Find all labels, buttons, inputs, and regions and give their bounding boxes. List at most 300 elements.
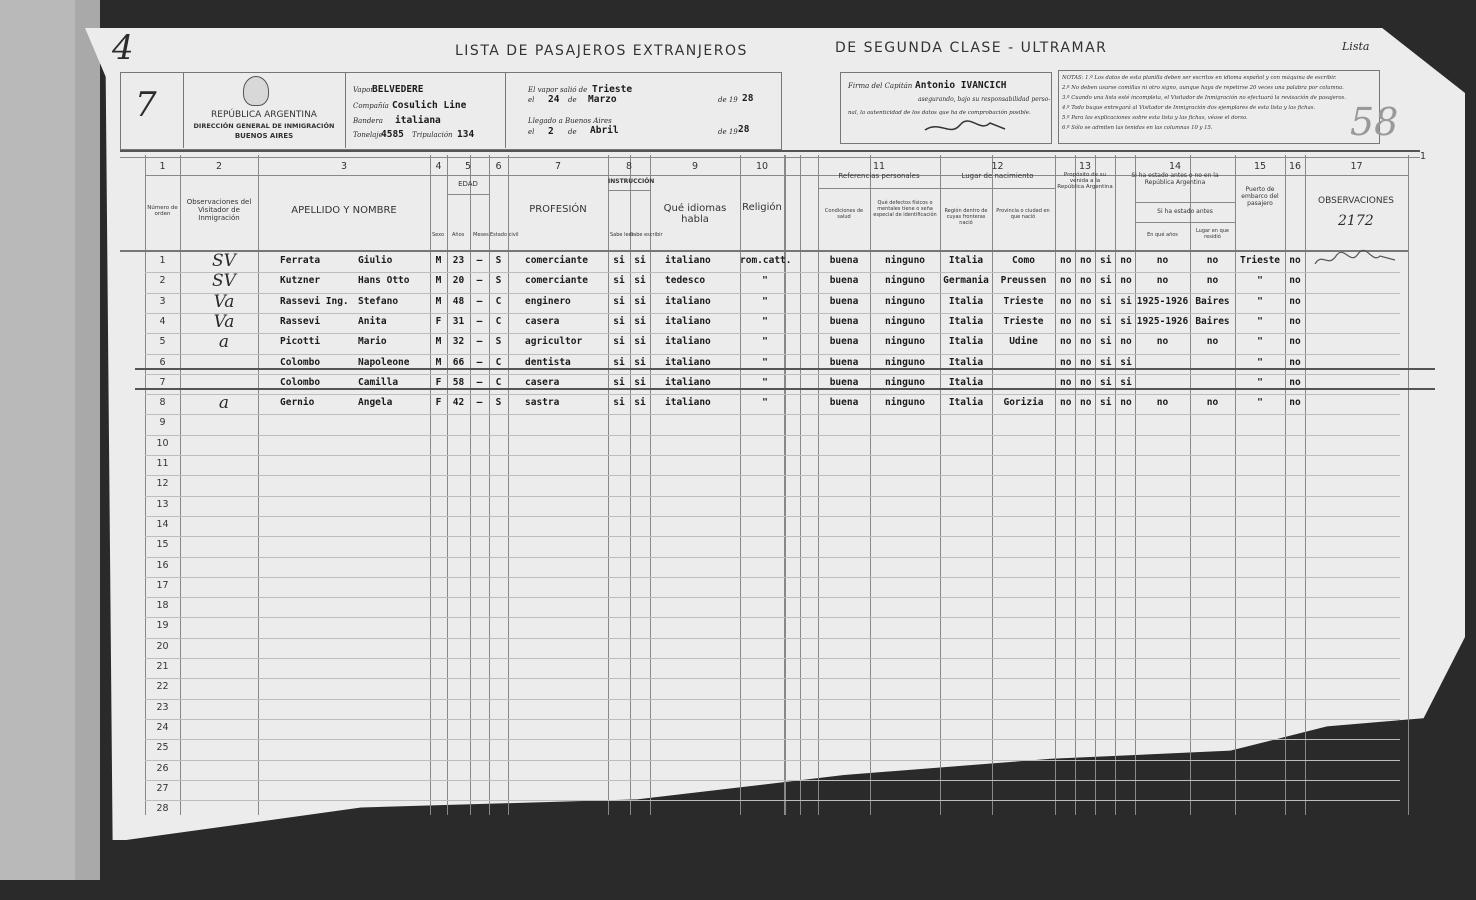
cell-p3: si: [1100, 255, 1112, 266]
cell-religion: ": [762, 397, 768, 409]
cell-p1: no: [1060, 376, 1072, 388]
cell-p3: si: [1100, 275, 1112, 287]
cell-lugar: Baires: [1195, 295, 1230, 307]
salio-value: Trieste: [592, 84, 633, 95]
cell-salud: buena: [829, 376, 859, 388]
cell-sexo: M: [435, 255, 442, 266]
col-num: 5: [464, 161, 472, 172]
cell-apellido: Colombo: [280, 356, 321, 368]
cell-anos: no: [1156, 397, 1169, 409]
ciudad-label: BUENOS AIRES: [234, 132, 294, 140]
cell-apellido: Rassevi Ing.: [280, 295, 349, 307]
cell-p3: si: [1100, 315, 1112, 327]
cell-anos: 1925-1926: [1136, 315, 1189, 327]
cell-region: Italia: [948, 376, 984, 388]
cell-estado: C: [495, 376, 502, 388]
obs-number: 2172: [1338, 213, 1374, 229]
table-row: [145, 293, 1400, 294]
cell-puerto: ": [1257, 376, 1263, 388]
hdr-meses: Meses: [473, 232, 489, 238]
cell-c16: no: [1289, 275, 1301, 287]
cell-p3: si: [1100, 295, 1112, 307]
vapor-label: Vapor: [353, 86, 374, 94]
cell-escribir: si: [634, 295, 646, 307]
cell-lugar: no: [1206, 336, 1219, 348]
cell-puerto: ": [1257, 315, 1263, 327]
cell-religion: ": [762, 336, 768, 348]
strike-line: [135, 368, 1435, 370]
hdr-instruccion: INSTRUCCIÓN: [608, 178, 655, 185]
table-row: [145, 354, 1400, 355]
anio-label: de 19: [718, 96, 738, 104]
cell-escribir: si: [634, 275, 646, 287]
cell-leer: si: [613, 356, 625, 368]
cell-meses: –: [476, 336, 483, 348]
table-row: [145, 496, 1400, 497]
cell-p3: si: [1100, 376, 1112, 388]
cell-region: Italia: [948, 397, 984, 409]
compania-value: Cosulich Line: [392, 100, 467, 111]
cell-nombre: Hans Otto: [358, 275, 410, 287]
cell-edad: 23: [452, 255, 465, 266]
cell-region: Italia: [948, 295, 984, 307]
cell-p1: no: [1060, 356, 1072, 368]
cell-nombre: Giulio: [358, 255, 393, 266]
llegado-dia: 2: [548, 126, 554, 137]
cell-p2: no: [1080, 356, 1092, 368]
llegado-label: Llegado a Buenos Aires: [528, 117, 612, 125]
tripulacion-label: Tripulación: [412, 131, 453, 139]
cell-lugar: no: [1206, 397, 1219, 409]
cell-nombre: Napoleone: [358, 356, 410, 368]
cell-leer: si: [613, 397, 625, 409]
hdr-edad: EDAD: [458, 180, 478, 188]
cell-profesion: comerciante: [525, 275, 588, 287]
row-number: 11: [156, 458, 169, 469]
hdr-leer: Sabe leer: [610, 232, 634, 238]
table-row: [145, 617, 1400, 618]
cell-estado: C: [495, 356, 502, 368]
col-num: 7: [554, 161, 562, 172]
cell-idioma: italiano: [665, 397, 711, 409]
row-number: 24: [156, 721, 169, 733]
captain-text1: asegurando, bajo su responsabilidad perso-: [918, 96, 1051, 103]
hdr-observaciones: OBSERVACIONES: [1318, 196, 1394, 206]
cell-estado: S: [495, 255, 502, 266]
hdr-religion: Religión: [742, 202, 782, 213]
hdr-estado-antes: Si ha estado antes o no en la República Argentina: [1131, 172, 1219, 186]
cell-apellido: Gernio: [280, 397, 315, 409]
cell-n: 2: [159, 275, 166, 287]
cell-estado_antes: si: [1120, 376, 1132, 388]
cell-idioma: italiano: [665, 356, 711, 368]
title-right: DE SEGUNDA CLASE - ULTRAMAR: [835, 40, 1108, 56]
cell-meses: –: [476, 315, 483, 327]
cell-escribir: si: [634, 397, 646, 409]
cell-escribir: si: [634, 356, 646, 368]
cell-estado: S: [495, 275, 502, 287]
hdr-numero: Número de orden: [147, 205, 178, 217]
cell-idioma: italiano: [665, 255, 711, 266]
cell-p1: no: [1060, 336, 1072, 348]
cell-estado: S: [495, 336, 502, 348]
llegado-anio: 28: [738, 124, 750, 135]
col-num: 15: [1253, 161, 1267, 172]
table-row: [145, 638, 1400, 639]
cell-estado_antes: si: [1120, 295, 1132, 307]
cell-puerto: ": [1257, 295, 1263, 307]
cell-leer: si: [613, 275, 625, 287]
cell-p2: no: [1080, 255, 1092, 266]
republica-label: REPÚBLICA ARGENTINA: [211, 110, 317, 120]
table-row: [145, 739, 1400, 740]
cell-edad: 42: [452, 397, 465, 409]
row-number: 23: [156, 701, 169, 713]
cell-p2: no: [1080, 315, 1092, 327]
row-number: 20: [156, 640, 169, 652]
cell-salud: buena: [829, 336, 859, 348]
note-line: 5.º Para las explicaciones sobre esta lista y las fichas, véase el dorso.: [1062, 115, 1248, 121]
col-num: 11: [872, 161, 886, 172]
title-left: LISTA DE PASAJEROS EXTRANJEROS: [455, 43, 748, 59]
col-num: 4: [435, 161, 442, 172]
cell-p3: si: [1100, 356, 1112, 368]
cell-religion: ": [762, 275, 768, 287]
firma-label: Firma del Capitán: [848, 82, 913, 90]
cell-ciudad: Como: [1012, 255, 1035, 266]
cell-ciudad: Gorizia: [1003, 397, 1044, 409]
cell-p2: no: [1080, 336, 1092, 348]
table-row: [145, 516, 1400, 517]
cell-anos: 1925-1926: [1136, 295, 1189, 307]
cell-p1: no: [1060, 397, 1072, 409]
row-number: 25: [156, 742, 169, 754]
cell-meses: –: [476, 295, 483, 307]
cell-mark: Va: [213, 291, 235, 312]
cell-lugar: no: [1206, 255, 1219, 266]
cell-mark: SV: [212, 251, 236, 271]
cell-profesion: dentista: [525, 356, 571, 368]
cell-profesion: casera: [525, 376, 560, 388]
cell-c16: no: [1289, 336, 1301, 348]
row-number: 27: [156, 782, 169, 794]
cell-p1: no: [1060, 275, 1072, 287]
cell-region: Italia: [948, 336, 984, 348]
cell-leer: si: [613, 315, 625, 327]
table-row: [145, 557, 1400, 558]
hdr-apellido: APELLIDO Y NOMBRE: [291, 205, 397, 216]
cell-mark: a: [218, 332, 230, 353]
cell-leer: si: [613, 376, 625, 388]
cell-religion: ": [762, 295, 768, 307]
cell-apellido: Kutzner: [280, 275, 321, 287]
captain-name: Antonio IVANCICH: [915, 80, 1007, 91]
cell-anos: no: [1156, 255, 1169, 266]
cell-ciudad: Trieste: [1003, 295, 1044, 307]
hdr-region: Región dentro de cuyas fronteras nació: [944, 208, 988, 226]
cell-defectos: ninguno: [884, 376, 926, 388]
col-num: 17: [1350, 161, 1363, 172]
hdr-si-ha-estado: Si ha estado antes: [1157, 208, 1213, 215]
page-number: 4: [112, 28, 134, 68]
cell-p1: no: [1060, 295, 1072, 307]
cell-leer: si: [613, 336, 625, 348]
cell-p2: no: [1080, 295, 1092, 307]
handwritten-mark: 7: [135, 85, 157, 125]
cell-c16: no: [1289, 295, 1301, 307]
cell-puerto: ": [1257, 397, 1263, 409]
col-num: 3: [340, 161, 348, 172]
cell-p2: no: [1080, 397, 1092, 409]
cell-meses: –: [476, 356, 483, 368]
salio-label: El vapor salió de: [528, 86, 588, 94]
col-num: 2: [215, 161, 223, 172]
compania-label: Compañía: [353, 102, 389, 110]
cell-n: 8: [159, 397, 166, 409]
cell-n: 4: [159, 315, 166, 327]
cell-mark: Va: [213, 311, 235, 332]
cell-estado_antes: no: [1120, 336, 1132, 348]
cell-sexo: F: [435, 315, 442, 327]
cell-region: Italia: [948, 255, 984, 266]
cell-religion: ": [762, 315, 768, 327]
cell-estado_antes: si: [1120, 315, 1132, 327]
cell-puerto: ": [1257, 356, 1263, 368]
cell-meses: –: [476, 376, 483, 388]
cell-estado_antes: no: [1120, 275, 1132, 287]
direccion-label: DIRECCIÓN GENERAL DE INMIGRACIÓN: [193, 122, 335, 130]
hdr-estado: Estado civil: [490, 232, 519, 238]
note-line: 3.º Cuando una lista esté incompleta, el Visitador de Inmigración no efectuará la revisación de pasajeros.: [1062, 95, 1346, 101]
row-number: 10: [156, 437, 169, 449]
cell-p3: si: [1100, 336, 1112, 348]
salio-dia: 24: [548, 94, 560, 105]
hdr-en-que-anos: En qué años: [1147, 232, 1178, 238]
table-row: [145, 678, 1400, 679]
tonelaje-value: 4585: [381, 129, 404, 140]
cell-profesion: sastra: [525, 397, 560, 409]
row-number: 22: [156, 681, 169, 693]
cell-defectos: ninguno: [884, 275, 926, 287]
cell-nombre: Angela: [358, 397, 393, 409]
table-row: [145, 333, 1400, 334]
row-number: 17: [156, 579, 169, 591]
cell-anos: no: [1156, 275, 1169, 287]
hdr-defectos: Qué defectos físicos o mentales tiene o seña especial de identificación: [873, 200, 937, 218]
cell-ciudad: Trieste: [1003, 315, 1044, 327]
strike-line: [135, 388, 1435, 390]
row-number: 28: [156, 803, 169, 815]
col-num: 9: [691, 161, 699, 172]
table-row: [145, 800, 1400, 801]
hdr-anos: Años: [452, 232, 465, 238]
cell-sexo: F: [435, 376, 442, 388]
col-num: 14: [1168, 161, 1182, 172]
row-number: 9: [159, 417, 166, 429]
note-line: NOTAS: 1.º Los datos de esta planilla deben ser escritos en idioma español y con máquina de escribir.: [1062, 75, 1337, 81]
row-number: 13: [156, 498, 169, 510]
table-row: [145, 597, 1400, 598]
cell-mark: a: [218, 393, 230, 414]
col-num: 1: [159, 161, 166, 172]
cell-sexo: M: [435, 295, 442, 307]
cell-religion: ": [762, 356, 768, 368]
cell-ciudad: Udine: [1009, 336, 1038, 348]
cell-defectos: ninguno: [884, 336, 926, 348]
cell-edad: 58: [452, 376, 465, 388]
cell-defectos: ninguno: [884, 255, 926, 266]
cell-escribir: si: [634, 315, 646, 327]
cell-n: 3: [159, 295, 166, 307]
lista-label: Lista: [1342, 40, 1370, 53]
cell-salud: buena: [829, 255, 859, 266]
coat-of-arms-icon: [243, 76, 269, 106]
col-num: 12: [991, 161, 1004, 172]
cell-defectos: ninguno: [884, 315, 926, 327]
cell-p3: si: [1100, 397, 1112, 409]
cell-sexo: F: [435, 397, 442, 409]
col-num: 1: [1419, 151, 1427, 162]
cell-estado: C: [495, 295, 502, 307]
de-label: de: [568, 96, 577, 104]
cell-c16: no: [1289, 397, 1301, 409]
cell-idioma: italiano: [665, 295, 711, 307]
bandera-label: Bandera: [353, 117, 383, 125]
hdr-obs-visitador: Observaciones del Visitador de Inmigración: [186, 198, 252, 222]
cell-escribir: si: [634, 376, 646, 388]
note-line: 2.º No deben usarse comillas ni otro signo, aunque haya de repetirse 20 veces una palabra por columna.: [1062, 85, 1344, 91]
table-row: [145, 394, 1400, 395]
cell-edad: 66: [452, 356, 465, 368]
hdr-profesion: PROFESIÓN: [529, 204, 587, 215]
hdr-provincia: Provincia o ciudad en que nació: [996, 208, 1050, 220]
cell-nombre: Mario: [358, 336, 387, 348]
col-num: 6: [495, 161, 502, 172]
table-row: [145, 435, 1400, 436]
cell-salud: buena: [829, 315, 859, 327]
row-number: 18: [156, 600, 169, 612]
row-number: 14: [156, 518, 169, 530]
row-number: 21: [156, 661, 169, 672]
cell-edad: 20: [452, 275, 465, 287]
cell-ciudad: Preussen: [1000, 275, 1047, 287]
table-row: [145, 455, 1400, 456]
cell-escribir: si: [634, 336, 646, 348]
salio-anio: 28: [742, 93, 754, 104]
hdr-puerto: Puerto de embarco del pasajero: [1241, 186, 1279, 207]
table-row: [145, 658, 1400, 659]
cell-defectos: ninguno: [884, 295, 926, 307]
row-number: 15: [156, 539, 169, 551]
table-row: [145, 414, 1400, 415]
hdr-escribir: Sabe escribir: [630, 232, 663, 238]
cell-edad: 32: [452, 336, 465, 348]
cell-n: 5: [159, 336, 166, 348]
cell-idioma: italiano: [665, 336, 711, 348]
cell-estado_antes: no: [1120, 255, 1132, 266]
cell-meses: –: [476, 255, 483, 266]
table-row: [145, 313, 1400, 314]
cell-profesion: enginero: [525, 295, 571, 307]
cell-c16: no: [1289, 356, 1301, 368]
cell-leer: si: [613, 295, 625, 307]
cell-meses: –: [476, 275, 483, 287]
note-line: 4.º Todo buque entregará al Visitador de Inmigración dos ejemplares de esta lista y las fichas.: [1062, 105, 1316, 111]
cell-idioma: italiano: [665, 376, 711, 388]
hdr-lugar-residio: Lugar en que residió: [1195, 228, 1229, 240]
col-num: 16: [1288, 161, 1302, 172]
notes-list: [1062, 73, 1374, 133]
cell-profesion: casera: [525, 315, 560, 327]
cell-edad: 31: [452, 315, 465, 327]
cell-salud: buena: [829, 356, 859, 368]
col-num: 13: [1078, 161, 1092, 172]
cell-estado_antes: si: [1120, 356, 1132, 368]
cell-nombre: Anita: [358, 315, 387, 327]
vapor-value: BELVEDERE: [372, 84, 424, 95]
cell-salud: buena: [829, 275, 859, 287]
table-row: [145, 719, 1400, 720]
table-row: [145, 272, 1400, 273]
table-row: [145, 577, 1400, 578]
observation-scribble: [1310, 248, 1400, 270]
cell-lugar: Baires: [1195, 315, 1230, 327]
table-row: [145, 760, 1400, 761]
el-label: el: [528, 96, 535, 104]
cell-region: Germania: [943, 275, 989, 287]
hdr-sexo: Sexo: [432, 232, 445, 238]
row-number: 12: [156, 478, 169, 490]
cell-defectos: ninguno: [884, 356, 926, 368]
table-row: [145, 780, 1400, 781]
cell-sexo: M: [435, 356, 442, 368]
cell-religion: ": [762, 376, 768, 388]
cell-sexo: M: [435, 275, 442, 287]
table-row: [145, 536, 1400, 537]
cell-puerto: ": [1257, 275, 1263, 287]
cell-p2: no: [1080, 275, 1092, 287]
cell-edad: 48: [452, 295, 465, 307]
cell-c16: no: [1289, 315, 1301, 327]
tonelaje-label: Tonelaje: [353, 131, 383, 139]
cell-p2: no: [1080, 376, 1092, 388]
cell-idioma: italiano: [665, 315, 711, 327]
salio-mes: Marzo: [588, 94, 617, 105]
cell-apellido: Rassevi: [280, 315, 321, 327]
row-number: 26: [156, 762, 169, 774]
cell-nombre: Camilla: [358, 376, 399, 388]
cell-escribir: si: [634, 255, 646, 266]
cell-puerto: Trieste: [1239, 255, 1281, 266]
hdr-idiomas: Qué idiomas habla: [663, 203, 727, 225]
cell-n: 1: [159, 255, 166, 266]
cell-n: 7: [159, 376, 166, 388]
cell-n: 6: [159, 356, 166, 368]
cell-apellido: Picotti: [280, 336, 321, 348]
cell-salud: buena: [829, 295, 859, 307]
cell-anos: no: [1156, 336, 1169, 348]
previous-page-edge: [0, 0, 100, 880]
col-num: 8: [625, 161, 633, 172]
row-number: 16: [156, 559, 169, 571]
cell-sexo: M: [435, 336, 442, 348]
cell-salud: buena: [829, 397, 859, 409]
cell-apellido: Colombo: [280, 376, 321, 388]
hdr-referencias: Referencias personales: [838, 172, 920, 180]
bandera-value: italiana: [395, 115, 441, 126]
cell-estado: C: [495, 315, 502, 327]
cell-c16: no: [1289, 376, 1301, 388]
